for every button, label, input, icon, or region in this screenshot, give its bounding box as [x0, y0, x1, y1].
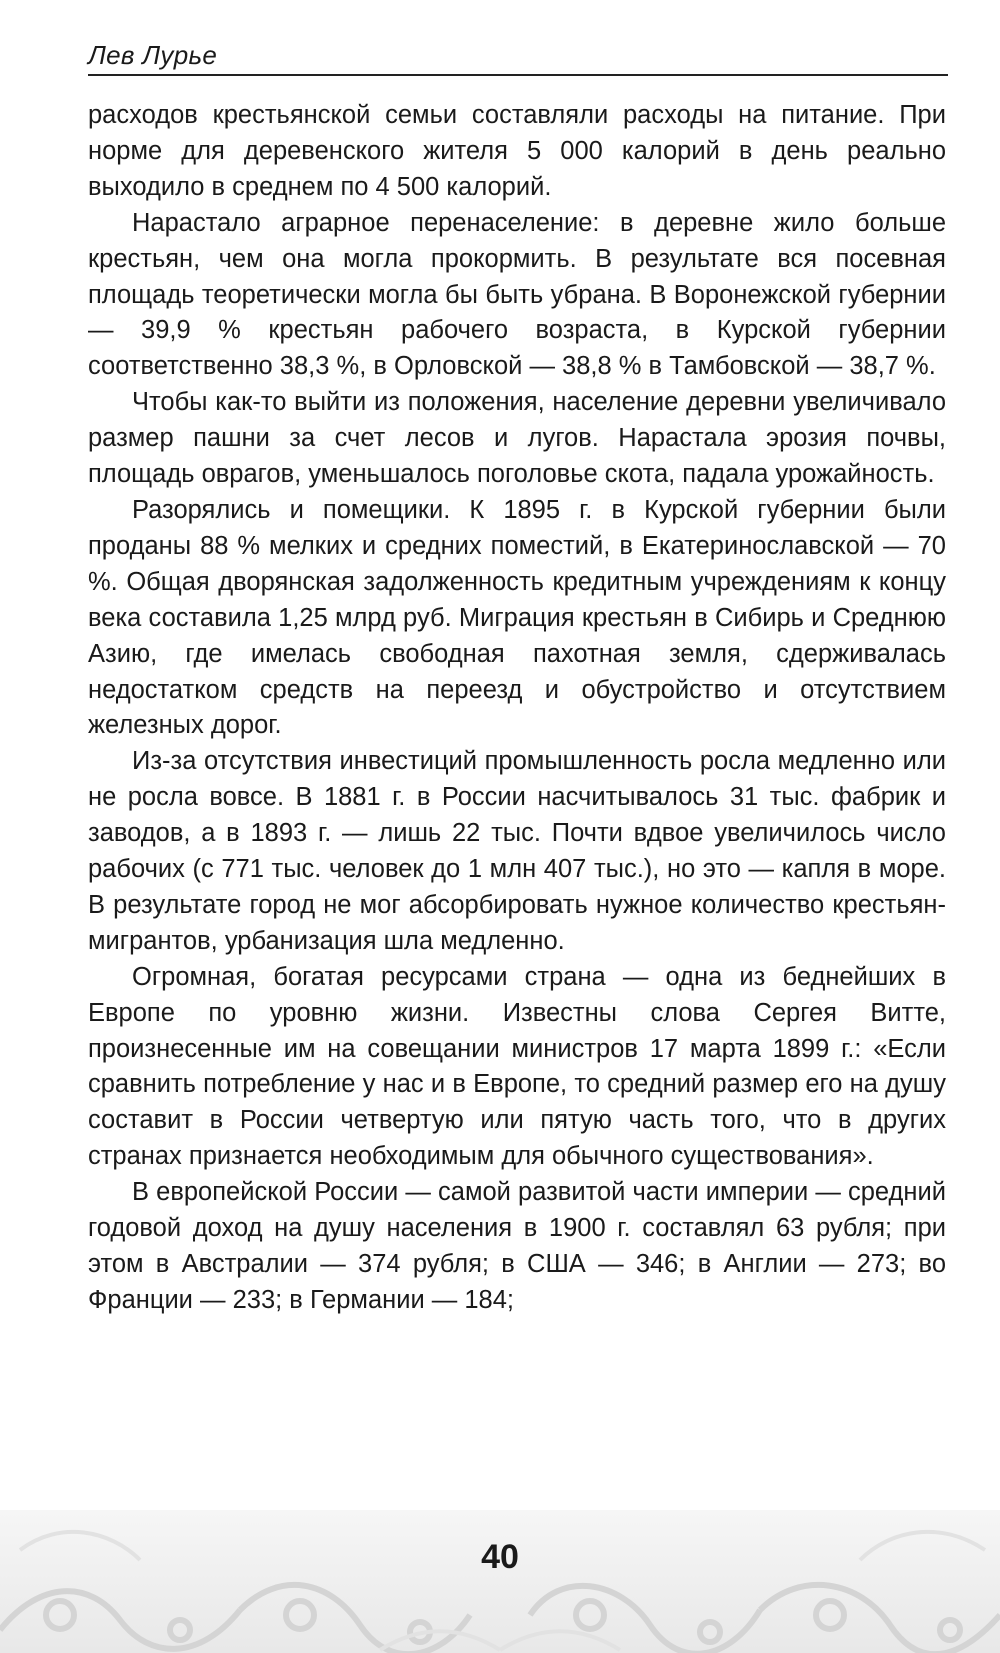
paragraph: Из-за отсутствия инвестиций промышленность росла медленно или не росла вовсе. В 1881 г. в России насчитывалось 31 тыс. фабрик и заводов, а в 1893 г. — лишь 22 тыс. Почти вдвое увеличилось число рабочих (с 771 тыс. человек до 1 млн 407 тыс.), но это — капля в море. В результате город не мог абсорбировать нужное количество крестьян-мигрантов, урбанизация шла медленно.	[88, 747, 946, 955]
paragraph: В европейской России — самой развитой части империи — средний годовой доход на душу населения в 1900 г. составлял 63 рубля; при этом в Австралии — 374 рубля; в США — 346; в Англии — 273; во Франции — 233; в Германии — 184;	[88, 1178, 946, 1314]
ornament-pattern-icon	[0, 1510, 1000, 1653]
paragraph-continued: расходов крестьянской семьи составляли расходы на питание. При норме для деревенского жителя 5 000 калорий в день реально выходило в среднем по 4 500 калорий.	[88, 101, 946, 201]
page-number: 40	[481, 1538, 519, 1576]
paragraph: Нарастало аграрное перенаселение: в деревне жило больше крестьян, чем она могла прокормить. В результате вся посевная площадь теоретически могла бы быть убрана. В Воронежской губернии — 39,9 % крестьян рабочего возраста, в Курской губернии соответственно 38,3 %, в Орловской — 38,8 % в Тамбовской — 38,7 %.	[88, 208, 946, 381]
paragraph: Огромная, богатая ресурсами страна — одна из беднейших в Европе по уровню жизни. Известны слова Сергея Витте, произнесенные им на совещании министров 17 марта 1899 г.: «Если сравнить потребление у нас и в Европе, то средний размер его на душу составит в России четвертую или пятую часть того, что в других странах признается необходимым для обычного существования».	[88, 962, 946, 1171]
running-head-author: Лев Лурье	[88, 40, 218, 70]
footer-ornament-band	[0, 1510, 1000, 1653]
body-text	[88, 98, 946, 1319]
page-header	[88, 30, 948, 76]
paragraph: Разорялись и помещики. К 1895 г. в Курской губернии были проданы 88 % мелких и средних поместий, в Екатеринославской — 70 %. Общая дворянская задолженность кредитным учреждениям к концу века составила 1,25 млрд руб. Миграция крестьян в Сибирь и Среднюю Азию, где имелась свободная пахотная земля, сдерживалась недостатком средств на переезд и обустройство и отсутствием железных дорог.	[88, 495, 946, 740]
paragraph: Чтобы как-то выйти из положения, население деревни увеличивало размер пашни за счет лесов и лугов. Нарастала эрозия почвы, площадь оврагов, уменьшалось поголовье скота, падала урожайность.	[88, 388, 946, 489]
